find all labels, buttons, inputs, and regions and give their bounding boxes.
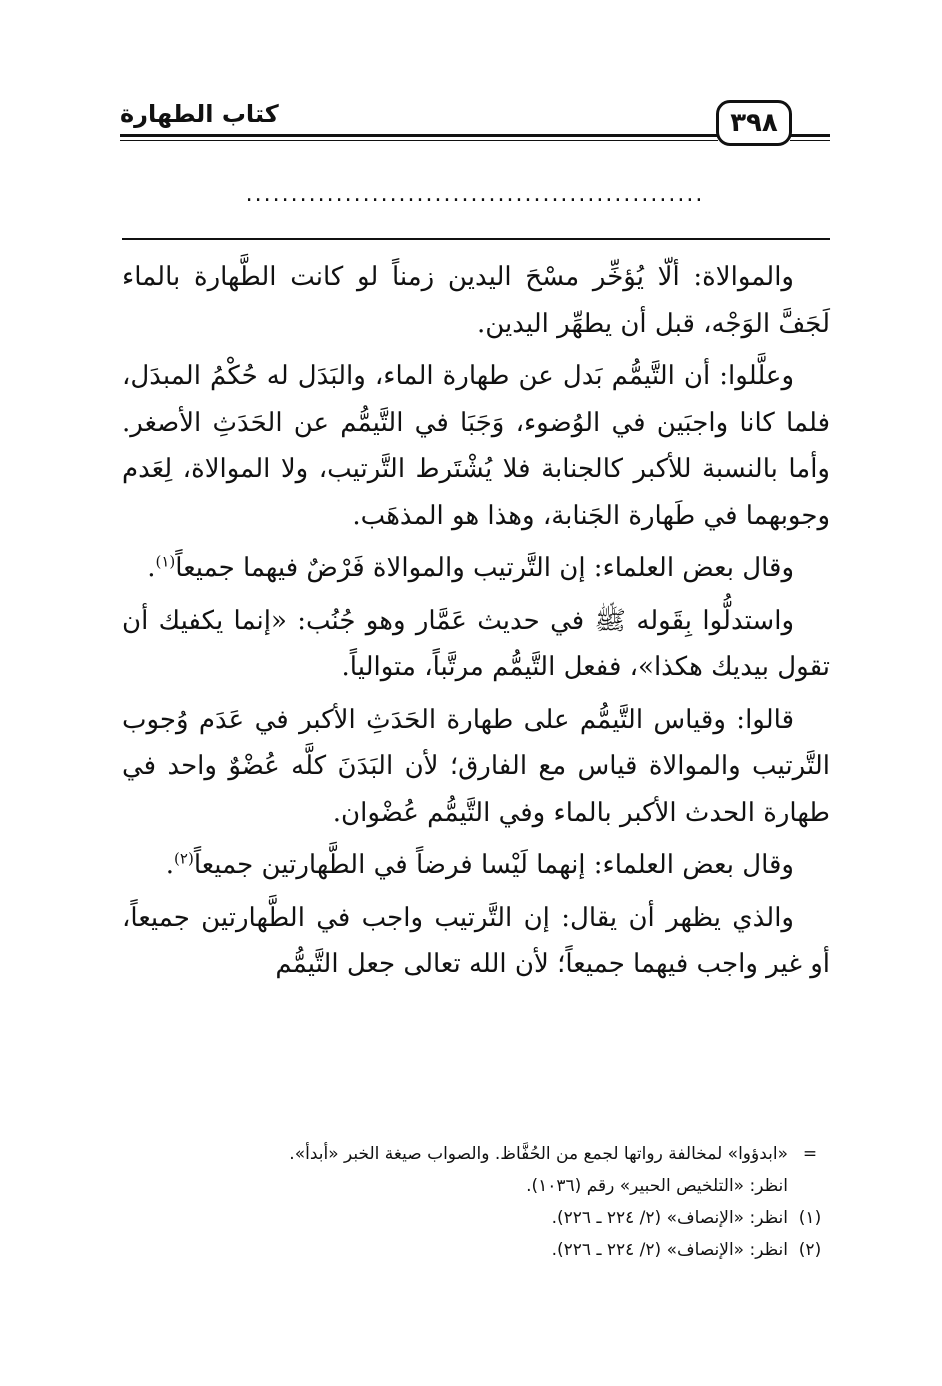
footnote-mark: (١) — [798, 1208, 822, 1228]
footnote-ref: (٢) — [174, 849, 194, 868]
dotted-divider: ................................................... — [245, 182, 705, 207]
paragraph: وقال بعض العلماء: إن التَّرتيب والموالاة فَرْضٌ فيهما جميعاً$^{(١)}$. — [147, 552, 794, 583]
footnote-item — [122, 1202, 832, 1234]
text-separator — [122, 238, 830, 240]
book-title: كتاب الطهارة — [120, 100, 279, 128]
footnote-text: انظر: «التلخيص الحبير» رقم (١٠٣٦). — [526, 1176, 788, 1196]
footnote-mark — [788, 1170, 832, 1202]
header-rule-right-thin — [790, 140, 830, 141]
footnote-item — [122, 1138, 832, 1170]
main-text — [122, 254, 830, 994]
footnote-ref: (١) — [155, 552, 176, 571]
header-rule-left-thick — [120, 134, 718, 137]
paragraph: قالوا: وقياس التَّيمُّم على طهارة الحَدَثِ الأكبر في عَدَم وُجوب التَّرتيب والموالاة قياس مع الفارق؛ لأن البَدَنَ كلَّه عُضْوٌ واحد في طهارة الحدث الأكبر بالماء وفي التَّيمُّم عُضْوان. — [122, 704, 831, 828]
paragraph: وعلَّلوا: أن التَّيمُّم بَدل عن طهارة الماء، والبَدَل له حُكْمُ المبدَل، فلما كانا واجبَين في الوُضوء، وَجَبَا في التَّيمُّم عن الحَدَثِ الأصغر. وأما بالنسبة للأكبر كالجنابة فلا يُشْتَرط التَّرتيب، ولا الموالاة، لِعَدم وجوبهما في طَهارة الجَنابة، وهذا هو المذهَب. — [122, 361, 830, 531]
footnote-text: انظر: «الإنصاف» (٢/ ٢٢٤ ـ ٢٢٦). — [551, 1240, 788, 1260]
footnote-item — [122, 1234, 832, 1266]
page-number: ٣٩٨ — [716, 100, 792, 146]
paragraph: واستدلُّوا بِقَوله ﷺ في حديث عَمَّار وهو جُنُب: «إنما يكفيك أن تقول بيديك هكذا»، ففعل التَّيمُّم مرتَّباً، متوالياً. — [122, 605, 830, 682]
paragraph: وقال بعض العلماء: إنهما لَيْسا فرضاً في الطَّهارتين جميعاً$^{(٢)}$. — [165, 849, 794, 880]
header-rule-right-thick — [790, 134, 830, 137]
footnote-mark: (٢) — [798, 1240, 822, 1260]
header-rule-left-thin — [120, 140, 718, 141]
footnote-text: انظر: «الإنصاف» (٢/ ٢٢٤ ـ ٢٢٦). — [551, 1208, 788, 1228]
paragraph: والذي يظهر أن يقال: إن التَّرتيب واجب في الطَّهارتين جميعاً، أو غير واجب فيهما جميعاً؛ لأن الله تعالى جعل التَّيمُّم — [122, 902, 830, 979]
paragraph: والموالاة: ألّا يُؤخِّر مسْحَ اليدين زمناً لو كانت الطَّهارة بالماء لَجَفَّ الوَجْه، قبل أن يطهِّر اليدين. — [122, 262, 830, 339]
footnote-item — [122, 1170, 832, 1202]
footnote-text: «ابدؤوا» لمخالفة رواتها لجمع من الحُفَّاظ. والصواب صيغة الخبر «أبدأ». — [289, 1144, 788, 1164]
footnotes — [122, 1138, 832, 1266]
footnote-mark: = — [802, 1144, 818, 1164]
page-header — [120, 100, 830, 160]
